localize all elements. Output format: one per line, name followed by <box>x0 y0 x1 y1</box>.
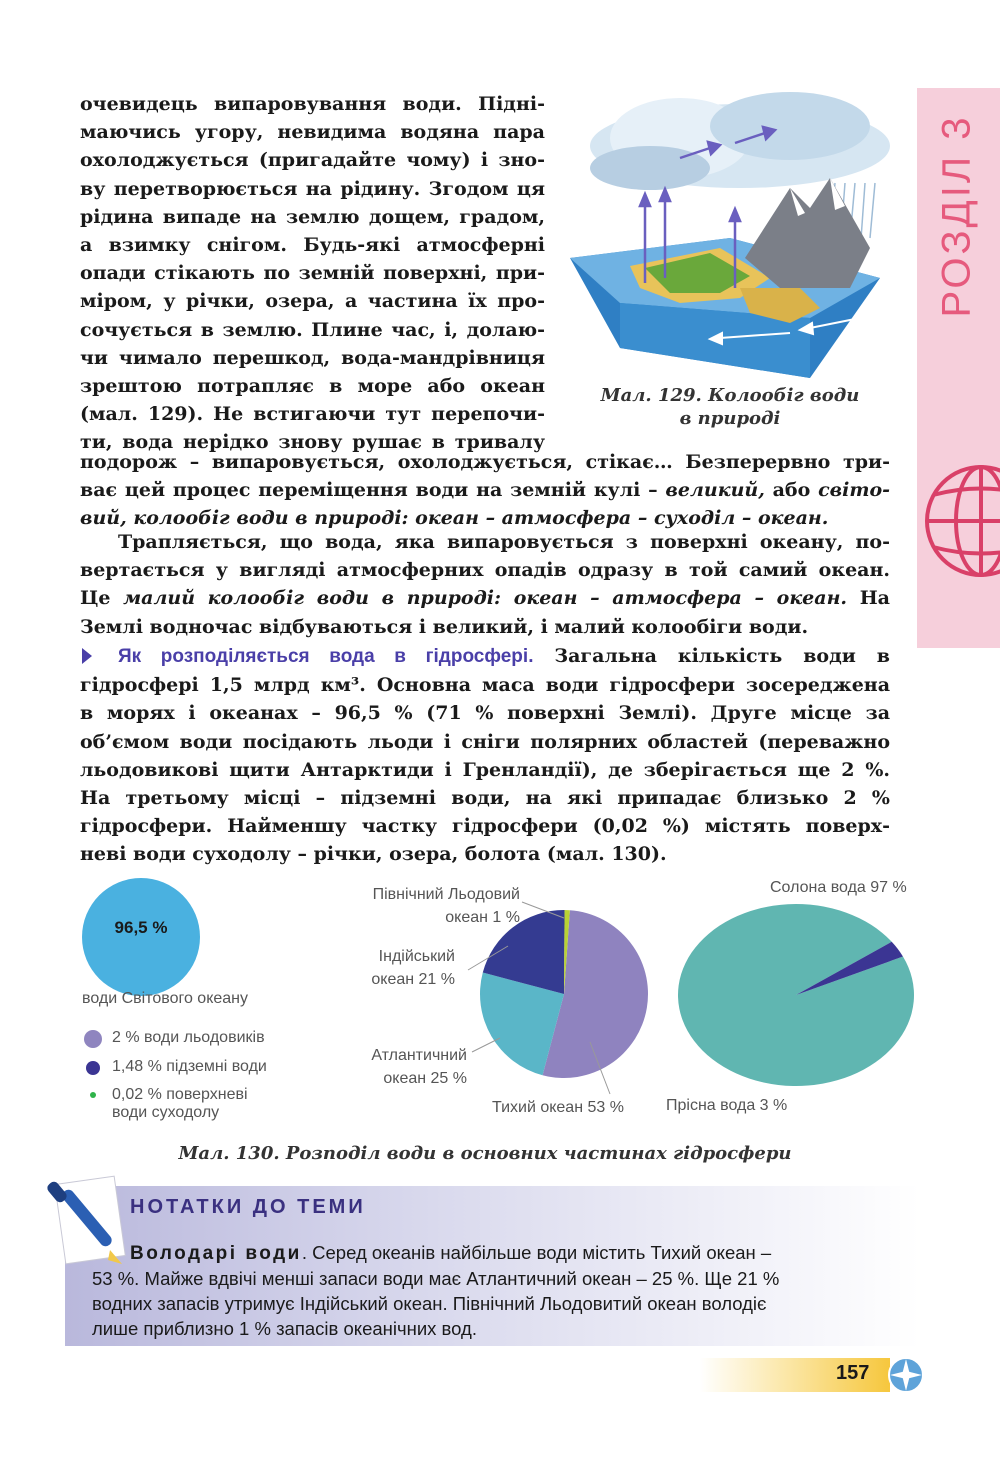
text-line: неві води суходолу – річки, озера, болота (мал. 130). <box>80 843 667 866</box>
caption-line: в природі <box>679 408 781 429</box>
section-label-vertical <box>924 96 994 336</box>
intro-paragraph <box>80 90 545 457</box>
text-line: ти, вода нерідко знову рушає в тривалу <box>80 431 545 454</box>
compass-icon <box>886 1355 926 1395</box>
text-line: Трапляється, що вода, яка випаровується з поверхні океану, по- <box>118 531 890 553</box>
intro-paragraph-continued <box>80 448 890 533</box>
text-line: сочується в землю. Плине час, і, долаю- <box>80 318 545 341</box>
hydrosphere-paragraph <box>80 642 890 869</box>
legend-item: 1,48 % підземні води <box>112 1058 267 1075</box>
legend-dot <box>90 1092 96 1098</box>
text-line: вертається у вигляді атмосферних опадів одразу в той самий океан. <box>80 559 890 582</box>
text-line: об’ємом води посідають льоди і сніги полярних областей (переважно <box>80 730 890 753</box>
small-cycle-paragraph <box>80 528 890 641</box>
water-cycle-illustration <box>560 88 890 378</box>
globe-icon <box>921 462 1000 580</box>
text-line: гідросфері 1,5 млрд км³. Основна маса води гідросфери зосереджена <box>80 674 890 697</box>
legend-dot <box>84 1030 102 1048</box>
text-line: Як розподіляється вода в гідросфері. Загальна кількість води в <box>118 645 890 667</box>
ocean-share-value: 96,5 % <box>114 918 168 937</box>
text-line: вий, колообіг води в природі: океан – атмосфера – суходіл – океан. <box>80 507 829 530</box>
slice-label-fresh: Прісна вода 3 % <box>666 1097 788 1114</box>
figure-130-caption: Мал. 130. Розподіл води в основних частинах гідросфери <box>178 1143 792 1164</box>
text-line: подорож – випаровується, охолоджується, стікає… Безперервно три- <box>80 451 890 473</box>
term-italic: великий, <box>665 479 765 502</box>
salt-fresh-pie-chart <box>676 902 916 1088</box>
text-line: охолоджується (пригадайте чому) і зно- <box>80 149 545 172</box>
term-italic: малий колообіг води в природі: океан – атмосфера – океан. <box>123 587 848 610</box>
figure-129-caption <box>600 384 860 430</box>
text-line: ву перетворюється на рідину. Згодом ця <box>80 177 545 200</box>
text-line: льодовикові щити Антарктиди і Гренландії), де зберігається ще 2 %. <box>80 758 890 781</box>
legend-item: 2 % води льодовиків <box>112 1029 265 1046</box>
section-heading: Як розподіляється вода в гідросфері. <box>118 646 534 667</box>
text-line: ває цей процес переміщення води на земній кулі – великий, або світо- <box>80 479 891 502</box>
text-line: чи чимало перешкод, вода-мандрівниця <box>80 346 545 369</box>
page-number: 157 <box>836 1362 870 1384</box>
text-line: очевидець випаровування води. Підні- <box>80 93 545 115</box>
text-line: (мал. 129). Не встигаючи тут перепочи- <box>80 403 545 426</box>
slice-label-pacific: Тихий океан 53 % <box>492 1099 624 1116</box>
text-line: Землі водночас відбуваються і великий, і малий колообіги води. <box>80 615 809 638</box>
legend-item: 0,02 % поверхневі води суходолу <box>112 1086 248 1121</box>
legend-dot <box>86 1061 100 1075</box>
text-line: а взимку снігом. Будь-які атмосферні <box>80 234 545 257</box>
caption-line: Мал. 129. Колообіг води <box>600 385 860 406</box>
notes-title: НОТАТКИ ДО ТЕМИ <box>130 1196 366 1218</box>
text-line: 53 %. Майже вдвічі менші запаси води має Атлантичний океан – 25 %. Ще 21 % <box>92 1268 780 1289</box>
slice-label-salt: Солона вода 97 % <box>770 879 907 896</box>
ocean-share-caption: води Світового океану <box>82 990 248 1007</box>
text-line: Це малий колообіг води в природі: океан – атмосфера – океан. На <box>80 587 890 610</box>
text-line: лише приблизно 1 % запасів океанічних вод. <box>92 1318 477 1339</box>
notes-text: Володарі води. Серед океанів найбільше води містить Тихий океан – 53 %. Майже вдвічі менші запаси води має Атлантичний океан – 25 %. Ще 21 % водних запасів утримує Індійський океан. Північний Льодовитий океан володіє лише приблизно 1 % запасів океанічних вод. <box>92 1240 892 1341</box>
text-line: водних запасів утримує Індійський океан. Північний Льодовитий океан володіє <box>92 1293 767 1314</box>
text-line: міром, у річки, озера, а частина їх про- <box>80 290 545 313</box>
text-line: На третьому місці – підземні води, на які припадає близько 2 % <box>80 787 890 810</box>
term-italic: світо- <box>818 479 891 502</box>
text-line: маючись угору, невидима водяна пара <box>80 121 545 144</box>
slice-label-indian: Індійський океан 21 % <box>371 948 455 988</box>
slice-label-arctic: Північний Льодовий океан 1 % <box>372 886 520 926</box>
text-line: рідина випаде на землю дощем, градом, <box>80 205 545 228</box>
slice-label-atlantic: Атлантичний океан 25 % <box>371 1047 467 1087</box>
text-line: опади стікають по земній поверхні, при- <box>80 262 545 285</box>
svg-text:РОЗДІЛ 3: РОЗДІЛ 3 <box>934 114 979 318</box>
text-line: гідросфери. Найменшу частку гідросфери (0,02 %) містять поверх- <box>80 815 890 838</box>
text-line: в морях і океанах – 96,5 % (71 % поверхні Землі). Друге місце за <box>80 702 890 725</box>
text-line: зрештою потрапляє в море або океан <box>80 375 545 398</box>
notes-lead: Володарі води <box>130 1243 302 1264</box>
leader-lines <box>460 890 650 1110</box>
